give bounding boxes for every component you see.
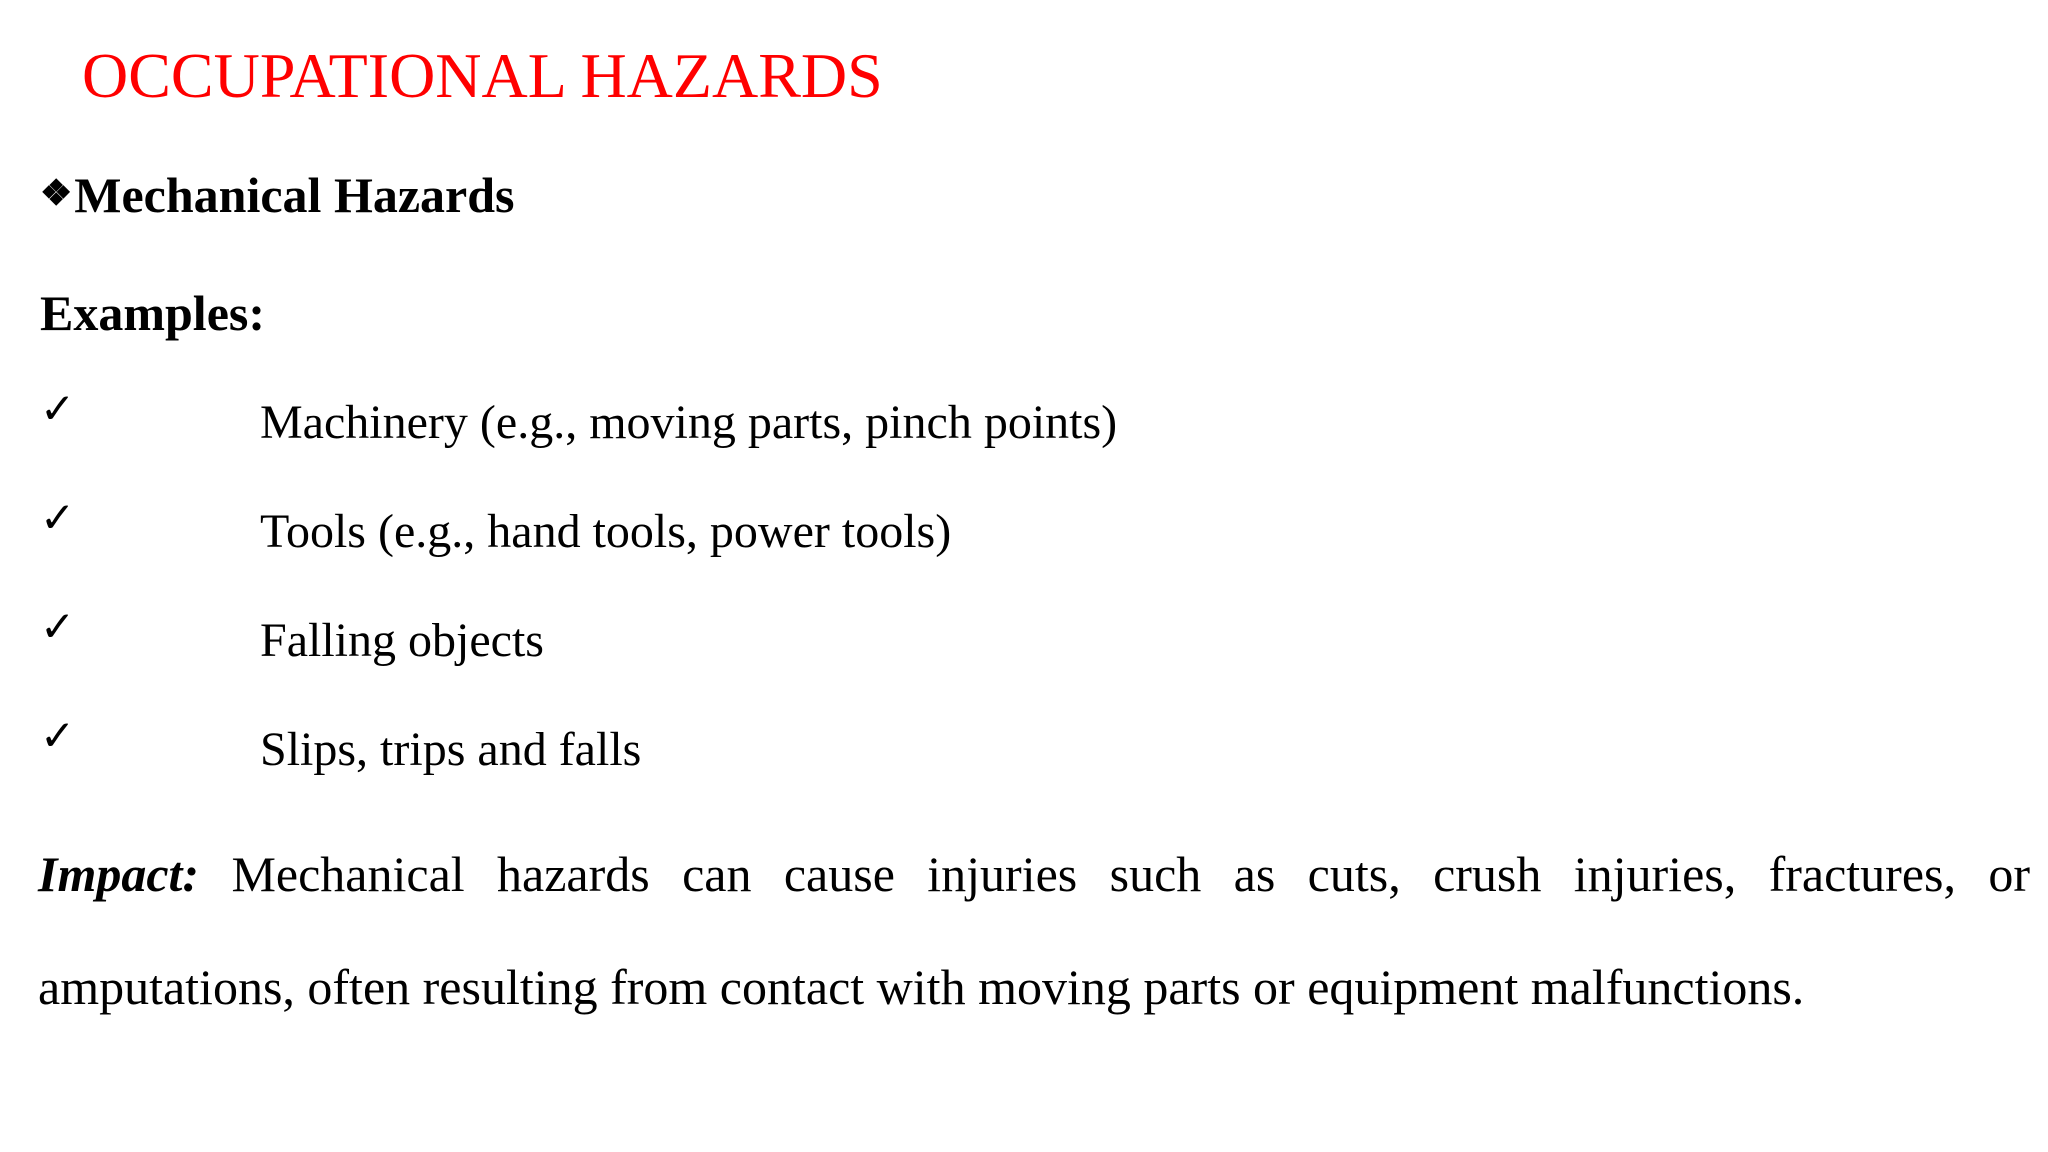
impact-text: Mechanical hazards can cause injuries such as cuts, crush injuries, fractures, or amputations, often resulting from contact with moving parts or equipment malfunctions. (38, 846, 2030, 1015)
example-text: Tools (e.g., hand tools, power tools) (260, 505, 952, 558)
example-text: Slips, trips and falls (260, 723, 642, 776)
section-heading (40, 160, 515, 230)
example-text: Machinery (e.g., moving parts, pinch points) (260, 396, 1118, 449)
impact-paragraph (38, 818, 2030, 1044)
example-text: Falling objects (260, 614, 544, 667)
checkmark-icon: ✓ (40, 605, 76, 651)
checkmark-icon: ✓ (40, 714, 76, 760)
slide-title: OCCUPATIONAL HAZARDS (82, 40, 883, 111)
checkmark-icon: ✓ (40, 387, 76, 433)
impact-label: Impact: (38, 846, 200, 902)
example-item (40, 497, 1840, 577)
diamond-bullet-icon: ❖ (40, 173, 73, 213)
examples-label: Examples: (40, 285, 265, 341)
example-item (40, 388, 1840, 468)
example-item (40, 715, 1840, 795)
example-item (40, 606, 1840, 686)
section-heading-text: Mechanical Hazards (74, 167, 515, 223)
checkmark-icon: ✓ (40, 496, 76, 542)
